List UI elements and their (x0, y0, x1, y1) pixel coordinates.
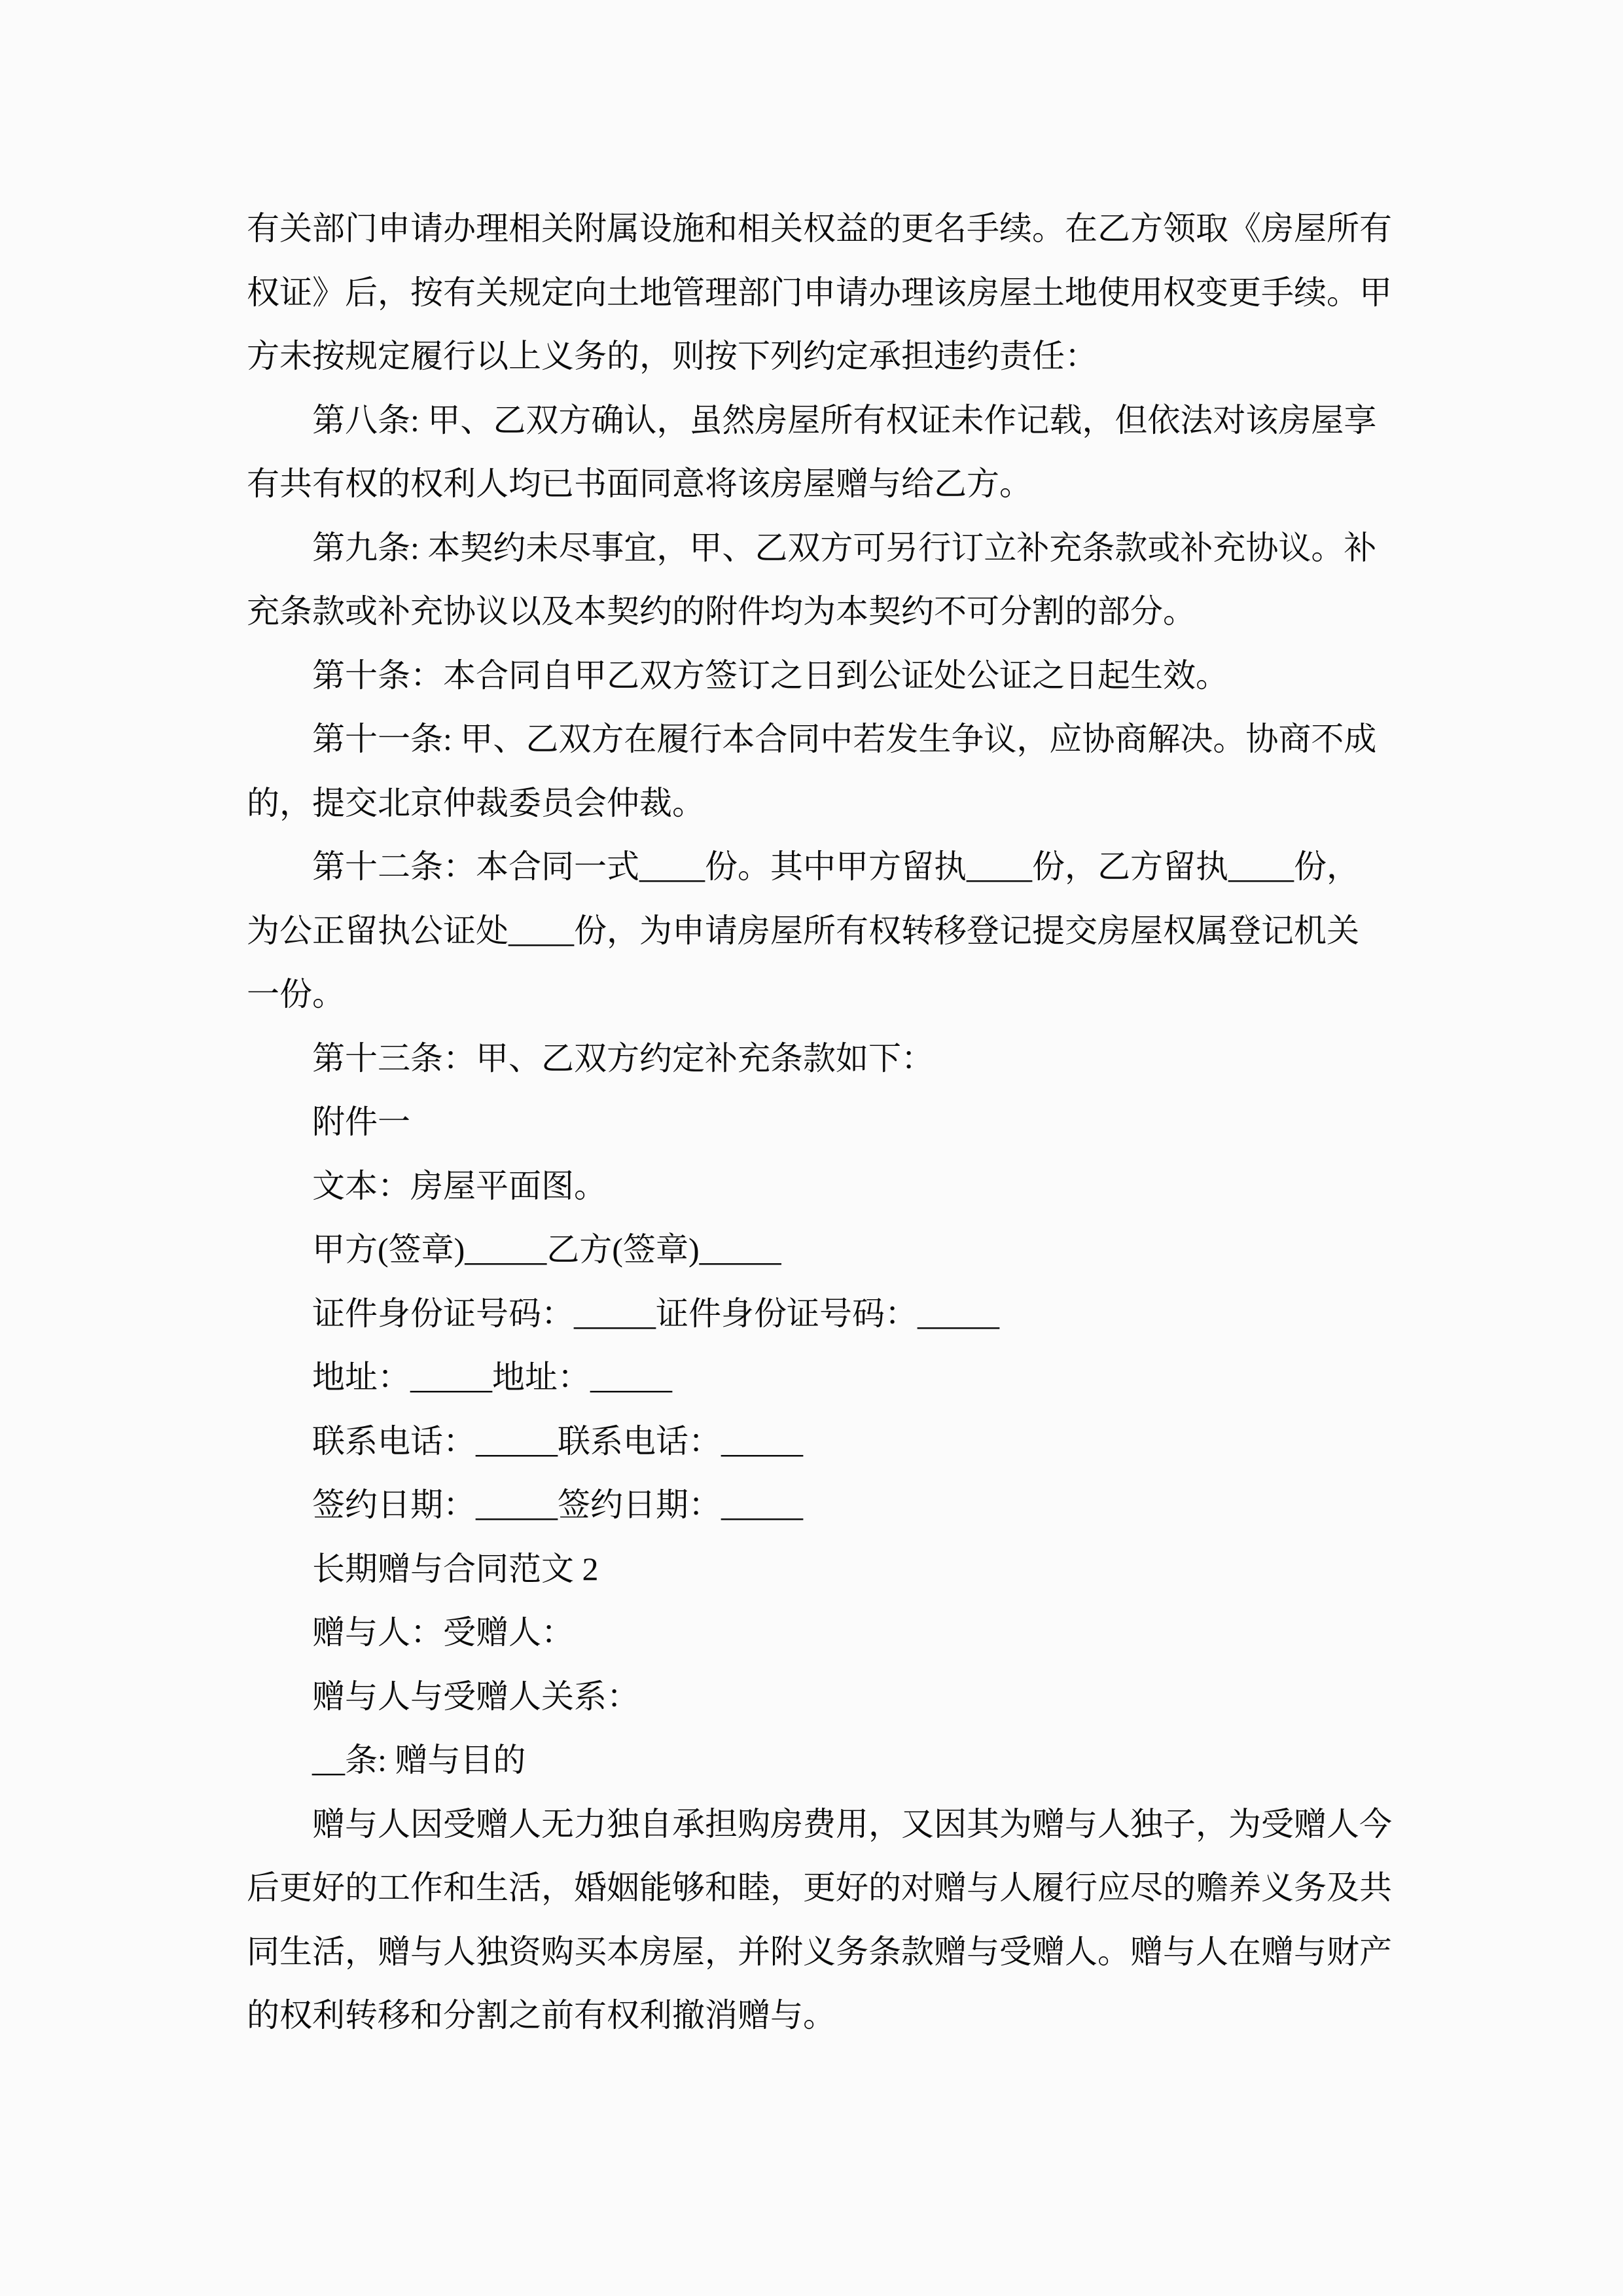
text-line: 第八条: 甲、乙双方确认，虽然房屋所有权证未作记载，但依法对该房屋享 (312, 401, 1377, 439)
text-line: 为公正留执公证处____份，为申请房屋所有权转移登记提交房屋权属登记机关 (247, 912, 1359, 949)
text-line: 联系电话：_____联系电话：_____ (312, 1422, 803, 1460)
text-line: 甲方(签章)_____乙方(签章)_____ (312, 1231, 781, 1268)
text-line: 文本：房屋平面图。 (312, 1167, 607, 1204)
text-line: 赠与人：受赠人： (312, 1614, 574, 1651)
text-line: 证件身份证号码：_____证件身份证号码：_____ (312, 1295, 999, 1332)
document-body (247, 197, 1399, 2048)
text-line: 地址：_____地址：_____ (312, 1359, 672, 1395)
text-line: 有关部门申请办理相关附属设施和相关权益的更名手续。在乙方领取《房屋所有 (247, 210, 1392, 247)
text-line: 附件一 (312, 1103, 410, 1140)
text-line: 方未按规定履行以上义务的，则按下列约定承担违约责任： (247, 338, 1097, 374)
text-line: 第十条：本合同自甲乙双方签订之日到公证处公证之日起生效。 (312, 656, 1228, 694)
text-line: 赠与人与受赠人关系： (312, 1677, 639, 1715)
text-line: 后更好的工作和生活，婚姻能够和睦，更好的对赠与人履行应尽的赡养义务及共 (247, 1869, 1392, 1906)
text-line: 同生活，赠与人独资购买本房屋，并附义务条款赠与受赠人。赠与人在赠与财产 (247, 1933, 1392, 1970)
text-line: 的，提交北京仲裁委员会仲裁。 (247, 784, 705, 821)
text-line: 有共有权的权利人均已书面同意将该房屋赠与给乙方。 (247, 465, 1032, 502)
text-line: 第九条: 本契约未尽事宜，甲、乙双方可另行订立补充条款或补充协议。补 (312, 529, 1377, 566)
text-line: 权证》后，按有关规定向土地管理部门申请办理该房屋土地使用权变更手续。甲 (247, 274, 1392, 311)
text-line: 一份。 (247, 976, 345, 1013)
text-line: 第十一条: 甲、乙双方在履行本合同中若发生争议，应协商解决。协商不成 (312, 721, 1377, 757)
text-line: 第十二条：本合同一式____份。其中甲方留执____份，乙方留执____份， (312, 848, 1359, 885)
text-line: 赠与人因受赠人无力独自承担购房费用，又因其为赠与人独子，为受赠人今 (312, 1805, 1392, 1842)
text-line: 长期赠与合同范文 2 (312, 1550, 599, 1587)
text-line: 的权利转移和分割之前有权利撤消赠与。 (247, 1997, 836, 2034)
text-line: 签约日期：_____签约日期：_____ (312, 1486, 803, 1523)
text-line: __条: 赠与目的 (312, 1742, 526, 1778)
text-line: 充条款或补充协议以及本契约的附件均为本契约不可分割的部分。 (247, 593, 1196, 630)
text-line: 第十三条：甲、乙双方约定补充条款如下： (312, 1039, 934, 1077)
